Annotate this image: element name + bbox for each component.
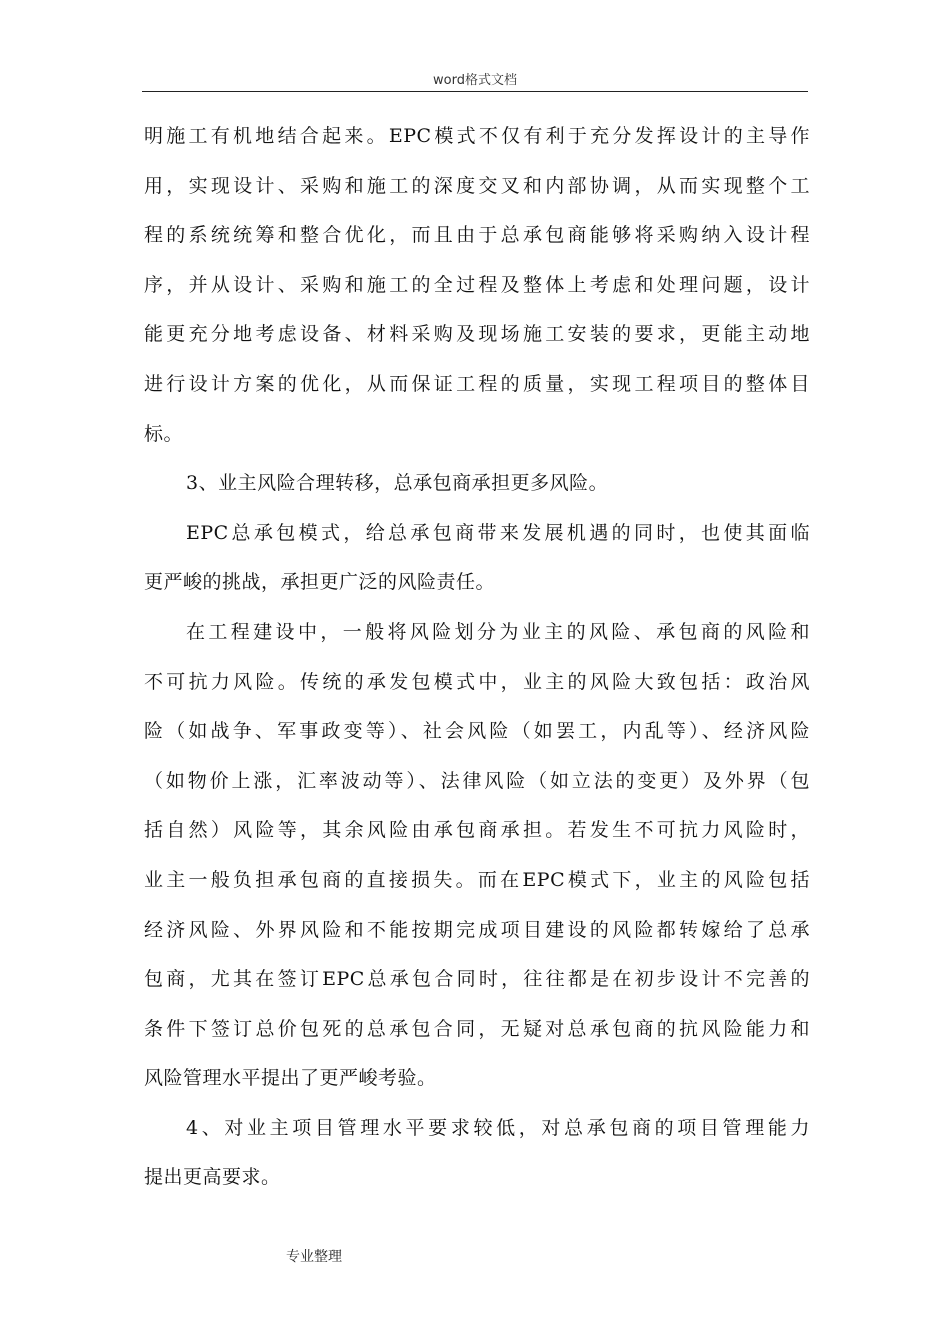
- text-line: 进行设计方案的优化，从而保证工程的质量，实现工程项目的整体目: [144, 372, 810, 395]
- page-header: word格式文档: [433, 73, 517, 88]
- text-line: 条件下签订总价包死的总承包合同，无疑对总承包商的抗风险能力和: [144, 1017, 810, 1040]
- text-line: 在工程建设中，一般将风险划分为业主的风险、承包商的风险和: [186, 620, 810, 643]
- text-line: EPC总承包模式，给总承包商带来发展机遇的同时，也使其面临: [186, 521, 810, 544]
- text-line: 程的系统统筹和整合优化，而且由于总承包商能够将采购纳入设计程: [144, 224, 810, 247]
- text-line: 括自然）风险等，其余风险由承包商承担。若发生不可抗力风险时，: [144, 819, 810, 842]
- header-rule: [142, 91, 808, 92]
- text-line: 经济风险、外界风险和不能按期完成项目建设的风险都转嫁给了总承: [144, 918, 810, 941]
- text-line: 标。: [144, 422, 184, 445]
- text-line: 用，实现设计、采购和施工的深度交叉和内部协调，从而实现整个工: [144, 174, 810, 197]
- text-line: 明施工有机地结合起来。EPC模式不仅有利于充分发挥设计的主导作: [144, 125, 810, 147]
- text-line: 序，并从设计、采购和施工的全过程及整体上考虑和处理问题，设计: [144, 273, 810, 296]
- text-line: 业主一般负担承包商的直接损失。而在EPC模式下，业主的风险包括: [144, 868, 810, 891]
- text-line: 不可抗力风险。传统的承发包模式中，业主的风险大致包括：政治风: [144, 670, 810, 693]
- text-line: 风险管理水平提出了更严峻考验。: [144, 1067, 437, 1090]
- text-line: 包商，尤其在签订EPC总承包合同时，往往都是在初步设计不完善的: [144, 968, 810, 991]
- text-line: 险（如战争、军事政变等）、社会风险（如罢工，内乱等）、经济风险: [144, 720, 810, 743]
- page-footer: 专业整理: [286, 1249, 342, 1265]
- text-line: 提出更高要求。: [144, 1166, 281, 1189]
- text-line: （如物价上涨，汇率波动等）、法律风险（如立法的变更）及外界（包: [144, 769, 810, 792]
- document-body: [144, 112, 810, 1203]
- text-line: 更严峻的挑战，承担更广泛的风险责任。: [144, 571, 496, 594]
- text-line: 4、对业主项目管理水平要求较低，对总承包商的项目管理能力: [186, 1116, 810, 1139]
- text-line: 3、业主风险合理转移，总承包商承担更多风险。: [186, 472, 609, 495]
- text-line: 能更充分地考虑设备、材料采购及现场施工安装的要求，更能主动地: [144, 323, 810, 346]
